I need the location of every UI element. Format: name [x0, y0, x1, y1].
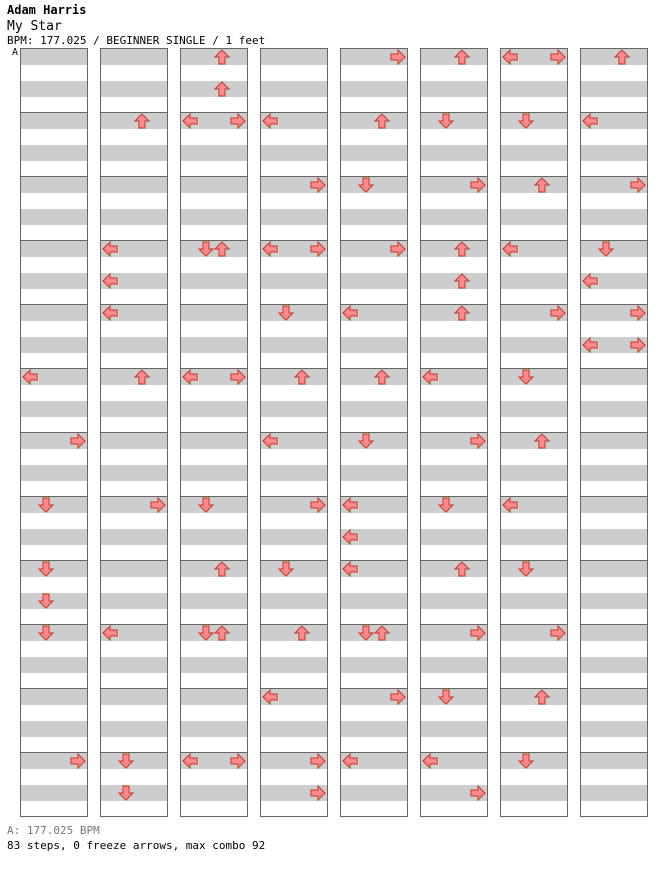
step-arrow-right-icon — [70, 433, 86, 449]
beat-band — [101, 81, 167, 97]
beat-band — [341, 401, 407, 417]
step-arrow-down-icon — [198, 625, 214, 641]
beat-band — [421, 113, 487, 129]
beat-band — [21, 497, 87, 513]
step-arrow-left-icon — [182, 369, 198, 385]
step-arrow-down-icon — [38, 561, 54, 577]
step-arrow-down-icon — [358, 433, 374, 449]
step-arrow-right-icon — [310, 177, 326, 193]
step-arrow-up-icon — [134, 369, 150, 385]
step-arrow-left-icon — [502, 497, 518, 513]
beat-band — [21, 337, 87, 353]
step-arrow-up-icon — [214, 241, 230, 257]
beat-band — [101, 177, 167, 193]
bpm-marker: A — [12, 47, 19, 58]
beat-band — [501, 81, 567, 97]
step-arrow-down-icon — [358, 625, 374, 641]
step-arrow-right-icon — [470, 625, 486, 641]
song-title: My Star — [7, 19, 62, 34]
step-arrow-down-icon — [38, 593, 54, 609]
beat-band — [181, 305, 247, 321]
step-arrow-left-icon — [342, 753, 358, 769]
beat-band — [581, 433, 647, 449]
step-arrow-left-icon — [22, 369, 38, 385]
beat-band — [181, 689, 247, 705]
beat-band — [501, 337, 567, 353]
beat-band — [101, 337, 167, 353]
step-arrow-up-icon — [294, 369, 310, 385]
step-arrow-left-icon — [262, 433, 278, 449]
beat-band — [101, 689, 167, 705]
beat-band — [261, 401, 327, 417]
step-arrow-up-icon — [374, 625, 390, 641]
step-arrow-left-icon — [422, 369, 438, 385]
step-arrow-up-icon — [214, 625, 230, 641]
step-arrow-down-icon — [278, 305, 294, 321]
beat-band — [421, 337, 487, 353]
beat-band — [581, 625, 647, 641]
beat-band — [181, 145, 247, 161]
beat-band — [501, 721, 567, 737]
step-arrow-left-icon — [582, 113, 598, 129]
beat-band — [261, 305, 327, 321]
beat-band — [21, 593, 87, 609]
step-arrow-up-icon — [214, 81, 230, 97]
beat-band — [581, 593, 647, 609]
step-arrow-left-icon — [342, 305, 358, 321]
beat-band — [101, 785, 167, 801]
beat-band — [21, 721, 87, 737]
beat-band — [501, 753, 567, 769]
beat-band — [21, 657, 87, 673]
step-arrow-right-icon — [310, 241, 326, 257]
beat-band — [21, 561, 87, 577]
step-arrow-down-icon — [518, 753, 534, 769]
step-arrow-down-icon — [38, 625, 54, 641]
beat-band — [181, 209, 247, 225]
step-arrow-up-icon — [534, 177, 550, 193]
step-arrow-right-icon — [310, 785, 326, 801]
step-arrow-right-icon — [550, 305, 566, 321]
step-arrow-down-icon — [518, 369, 534, 385]
step-arrow-left-icon — [262, 241, 278, 257]
chart-column — [20, 48, 88, 817]
beat-band — [101, 593, 167, 609]
step-arrow-right-icon — [550, 49, 566, 65]
beat-band — [181, 465, 247, 481]
beat-band — [501, 145, 567, 161]
beat-band — [261, 81, 327, 97]
beat-band — [341, 273, 407, 289]
beat-band — [581, 145, 647, 161]
beat-band — [341, 593, 407, 609]
beat-band — [581, 529, 647, 545]
step-arrow-up-icon — [454, 241, 470, 257]
beat-band — [101, 561, 167, 577]
beat-band — [181, 401, 247, 417]
step-arrow-right-icon — [390, 241, 406, 257]
beat-band — [101, 465, 167, 481]
beat-band — [261, 209, 327, 225]
beat-band — [261, 721, 327, 737]
step-arrow-left-icon — [102, 625, 118, 641]
step-arrow-down-icon — [198, 241, 214, 257]
beat-band — [581, 401, 647, 417]
beat-band — [341, 721, 407, 737]
step-arrow-up-icon — [534, 433, 550, 449]
step-arrow-left-icon — [582, 337, 598, 353]
beat-band — [341, 209, 407, 225]
beat-band — [341, 465, 407, 481]
step-arrow-up-icon — [214, 49, 230, 65]
beat-band — [261, 561, 327, 577]
step-arrow-up-icon — [374, 113, 390, 129]
step-arrow-left-icon — [342, 497, 358, 513]
beat-band — [501, 209, 567, 225]
step-arrow-left-icon — [342, 529, 358, 545]
step-arrow-right-icon — [550, 625, 566, 641]
beat-band — [101, 529, 167, 545]
step-arrow-down-icon — [438, 497, 454, 513]
beat-band — [181, 433, 247, 449]
step-arrow-left-icon — [262, 689, 278, 705]
chart-column — [340, 48, 408, 817]
step-arrow-left-icon — [182, 753, 198, 769]
beat-band — [581, 753, 647, 769]
beat-band — [421, 497, 487, 513]
beat-band — [21, 689, 87, 705]
beat-band — [341, 657, 407, 673]
step-arrow-down-icon — [438, 689, 454, 705]
step-arrow-down-icon — [38, 497, 54, 513]
step-arrow-right-icon — [70, 753, 86, 769]
beat-band — [21, 177, 87, 193]
beat-band — [421, 465, 487, 481]
beat-band — [21, 241, 87, 257]
bpm-legend: A: 177.025 BPM — [7, 824, 100, 837]
beat-band — [421, 593, 487, 609]
step-arrow-down-icon — [278, 561, 294, 577]
beat-band — [181, 721, 247, 737]
beat-band — [21, 81, 87, 97]
beat-band — [581, 369, 647, 385]
beat-band — [341, 337, 407, 353]
beat-band — [261, 337, 327, 353]
beat-band — [261, 49, 327, 65]
step-arrow-left-icon — [262, 113, 278, 129]
beat-band — [21, 625, 87, 641]
step-arrow-right-icon — [230, 369, 246, 385]
beat-band — [581, 561, 647, 577]
step-arrow-left-icon — [502, 241, 518, 257]
step-arrow-down-icon — [198, 497, 214, 513]
beat-band — [501, 465, 567, 481]
step-arrow-left-icon — [102, 241, 118, 257]
beat-band — [21, 529, 87, 545]
step-stats: 83 steps, 0 freeze arrows, max combo 92 — [7, 839, 266, 852]
beat-band — [581, 241, 647, 257]
beat-band — [581, 209, 647, 225]
beat-band — [501, 561, 567, 577]
beat-band — [261, 465, 327, 481]
beat-band — [581, 497, 647, 513]
beat-band — [581, 465, 647, 481]
step-arrow-right-icon — [150, 497, 166, 513]
beat-band — [181, 273, 247, 289]
step-arrow-right-icon — [630, 337, 646, 353]
step-arrow-up-icon — [134, 113, 150, 129]
step-arrow-up-icon — [454, 305, 470, 321]
beat-band — [21, 465, 87, 481]
beat-band — [341, 145, 407, 161]
beat-band — [101, 49, 167, 65]
chart-column — [500, 48, 568, 817]
beat-band — [421, 657, 487, 673]
step-arrow-left-icon — [422, 753, 438, 769]
beat-band — [21, 49, 87, 65]
beat-band — [341, 81, 407, 97]
beat-band — [181, 497, 247, 513]
step-arrow-up-icon — [534, 689, 550, 705]
step-arrow-down-icon — [598, 241, 614, 257]
step-arrow-left-icon — [102, 273, 118, 289]
beat-band — [501, 401, 567, 417]
step-arrow-right-icon — [470, 177, 486, 193]
beat-band — [501, 529, 567, 545]
step-arrow-down-icon — [118, 753, 134, 769]
beat-band — [341, 433, 407, 449]
step-arrow-down-icon — [518, 113, 534, 129]
chart-column — [420, 48, 488, 817]
beat-band — [261, 593, 327, 609]
beat-band — [421, 689, 487, 705]
step-arrow-right-icon — [470, 433, 486, 449]
beat-band — [181, 177, 247, 193]
beat-band — [501, 113, 567, 129]
beat-band — [421, 401, 487, 417]
step-arrow-right-icon — [230, 753, 246, 769]
beat-band — [341, 785, 407, 801]
beat-band — [101, 209, 167, 225]
chart-column — [180, 48, 248, 817]
beat-band — [101, 721, 167, 737]
step-arrow-left-icon — [102, 305, 118, 321]
beat-band — [261, 529, 327, 545]
step-arrow-up-icon — [614, 49, 630, 65]
step-arrow-left-icon — [502, 49, 518, 65]
beat-band — [21, 273, 87, 289]
step-arrow-left-icon — [182, 113, 198, 129]
step-arrow-down-icon — [518, 561, 534, 577]
song-artist: Adam Harris — [7, 3, 87, 17]
step-arrow-right-icon — [230, 113, 246, 129]
beat-band — [261, 657, 327, 673]
beat-band — [501, 657, 567, 673]
step-arrow-up-icon — [454, 561, 470, 577]
beat-band — [421, 209, 487, 225]
chart-column — [580, 48, 648, 817]
beat-band — [501, 273, 567, 289]
step-arrow-left-icon — [342, 561, 358, 577]
beat-band — [341, 177, 407, 193]
chart-column — [100, 48, 168, 817]
step-arrow-down-icon — [438, 113, 454, 129]
step-arrow-down-icon — [118, 785, 134, 801]
beat-band — [421, 145, 487, 161]
beat-band — [21, 145, 87, 161]
step-arrow-right-icon — [630, 177, 646, 193]
beat-band — [421, 529, 487, 545]
chart-info: BPM: 177.025 / BEGINNER SINGLE / 1 feet — [7, 34, 266, 47]
step-arrow-right-icon — [630, 305, 646, 321]
beat-band — [421, 81, 487, 97]
beat-band — [181, 529, 247, 545]
beat-band — [21, 209, 87, 225]
beat-band — [501, 785, 567, 801]
beat-band — [21, 401, 87, 417]
chart-column — [260, 48, 328, 817]
beat-band — [101, 145, 167, 161]
beat-band — [261, 273, 327, 289]
beat-band — [581, 785, 647, 801]
beat-band — [101, 401, 167, 417]
step-arrow-up-icon — [374, 369, 390, 385]
beat-band — [101, 433, 167, 449]
beat-band — [181, 337, 247, 353]
step-arrow-down-icon — [358, 177, 374, 193]
step-arrow-up-icon — [454, 273, 470, 289]
beat-band — [581, 689, 647, 705]
step-arrow-right-icon — [310, 497, 326, 513]
step-arrow-up-icon — [214, 561, 230, 577]
beat-band — [261, 145, 327, 161]
beat-band — [581, 657, 647, 673]
beat-band — [501, 593, 567, 609]
beat-band — [421, 721, 487, 737]
step-arrow-right-icon — [390, 49, 406, 65]
beat-band — [581, 81, 647, 97]
beat-band — [21, 113, 87, 129]
beat-band — [501, 369, 567, 385]
beat-band — [21, 785, 87, 801]
step-arrow-up-icon — [294, 625, 310, 641]
beat-band — [101, 657, 167, 673]
step-arrow-right-icon — [390, 689, 406, 705]
step-arrow-up-icon — [454, 49, 470, 65]
step-arrow-right-icon — [310, 753, 326, 769]
beat-band — [181, 593, 247, 609]
beat-band — [581, 721, 647, 737]
beat-band — [181, 657, 247, 673]
beat-band — [101, 753, 167, 769]
step-arrow-left-icon — [582, 273, 598, 289]
beat-band — [181, 785, 247, 801]
step-arrow-right-icon — [470, 785, 486, 801]
beat-band — [21, 305, 87, 321]
